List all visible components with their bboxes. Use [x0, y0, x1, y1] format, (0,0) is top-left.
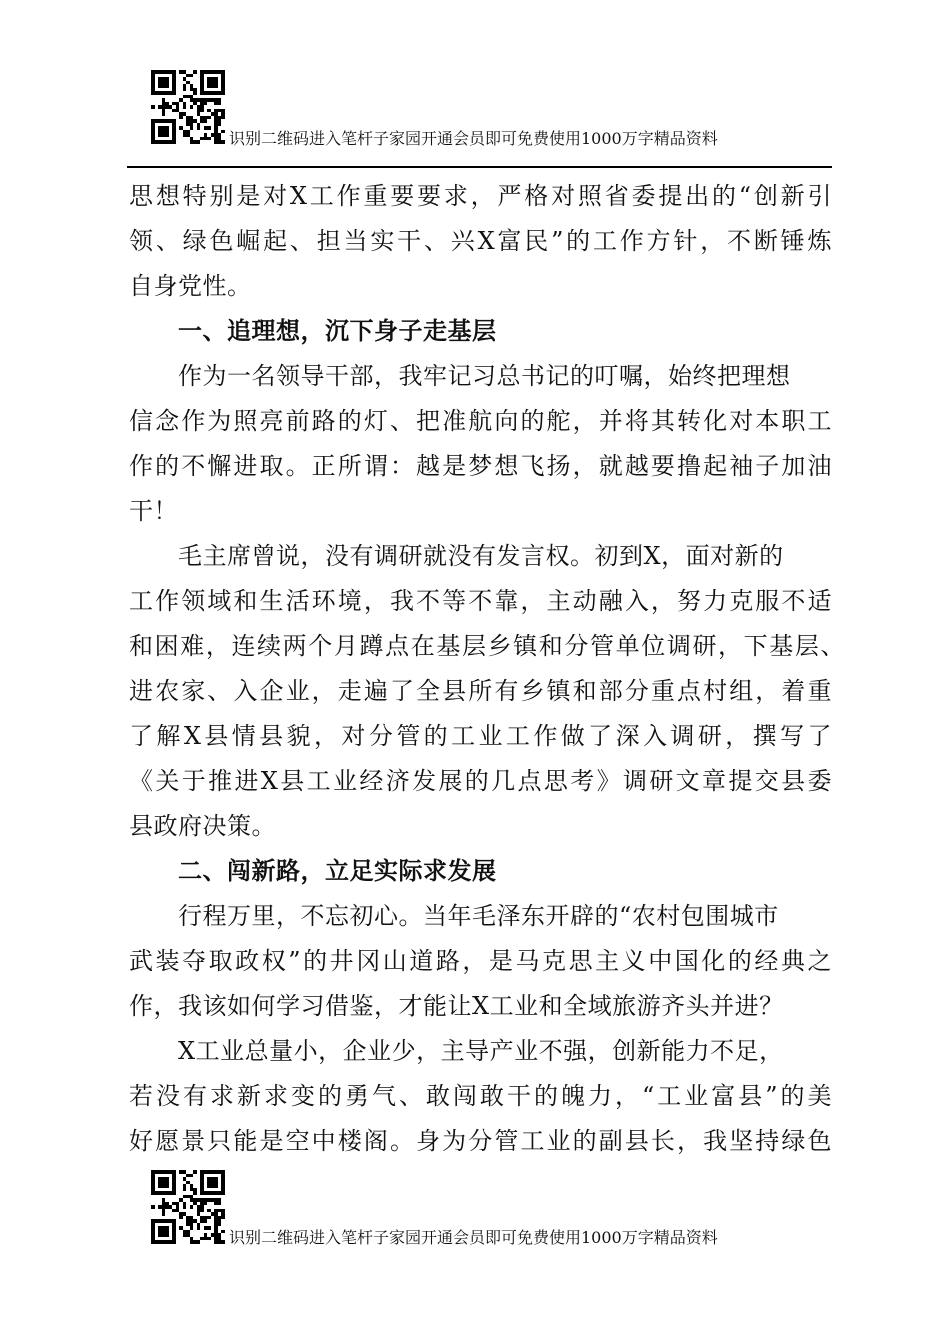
text-line: 信念作为照亮前路的灯、把准航向的舵，并将其转化对本职工 [129, 407, 832, 435]
text-line: 《关于推进X县工业经济发展的几点思考》调研文章提交县委 [129, 767, 832, 795]
text-line: 思想特别是对X工作重要要求，严格对照省委提出的“创新引 [129, 182, 832, 210]
text-line: 进农家、入企业，走遍了全县所有乡镇和部分重点村组，着重 [129, 677, 832, 705]
qr-code-icon [151, 70, 225, 144]
text-line: 作为一名领导干部，我牢记习总书记的叮嘱，始终把理想 [178, 362, 791, 390]
header-caption: 识别二维码进入笔杆子家园开通会员即可免费使用1000万字精品资料 [229, 129, 718, 148]
text-line: 县政府决策。 [129, 812, 276, 840]
text-line: 干！ [129, 497, 178, 525]
text-line: 作的不懈进取。正所谓：越是梦想飞扬，就越要撸起袖子加油 [129, 452, 832, 480]
text-line: 武装夺取政权”的井冈山道路，是马克思主义中国化的经典之 [129, 947, 832, 975]
text-line: 若没有求新求变的勇气、敢闯敢干的魄力，“工业富县”的美 [129, 1082, 832, 1110]
text-line: 领、绿色崛起、担当实干、兴X富民”的工作方针，不断锤炼 [129, 227, 832, 255]
text-line: 和困难，连续两个月蹲点在基层乡镇和分管单位调研，下基层、 [129, 632, 845, 660]
section-heading: 二、闯新路，立足实际求发展 [178, 857, 497, 885]
footer-caption: 识别二维码进入笔杆子家园开通会员即可免费使用1000万字精品资料 [229, 1228, 718, 1247]
header-rule [127, 166, 832, 168]
text-line: 作，我该如何学习借鉴，才能让X工业和全域旅游齐头并进？ [129, 992, 784, 1020]
text-line: 了解X县情县貌，对分管的工业工作做了深入调研，撰写了 [129, 722, 832, 750]
section-heading: 一、追理想，沉下身子走基层 [178, 317, 497, 345]
text-line: 工作领域和生活环境，我不等不靠，主动融入，努力克服不适 [129, 587, 832, 615]
qr-code-icon [151, 1170, 225, 1244]
text-line: X工业总量小，企业少，主导产业不强，创新能力不足， [178, 1037, 784, 1065]
text-line: 自身党性。 [129, 272, 252, 300]
text-line: 毛主席曾说，没有调研就没有发言权。初到X，面对新的 [178, 542, 784, 570]
text-line: 好愿景只能是空中楼阁。身为分管工业的副县长，我坚持绿色 [129, 1127, 832, 1155]
text-line: 行程万里，不忘初心。当年毛泽东开辟的“农村包围城市 [178, 902, 779, 930]
